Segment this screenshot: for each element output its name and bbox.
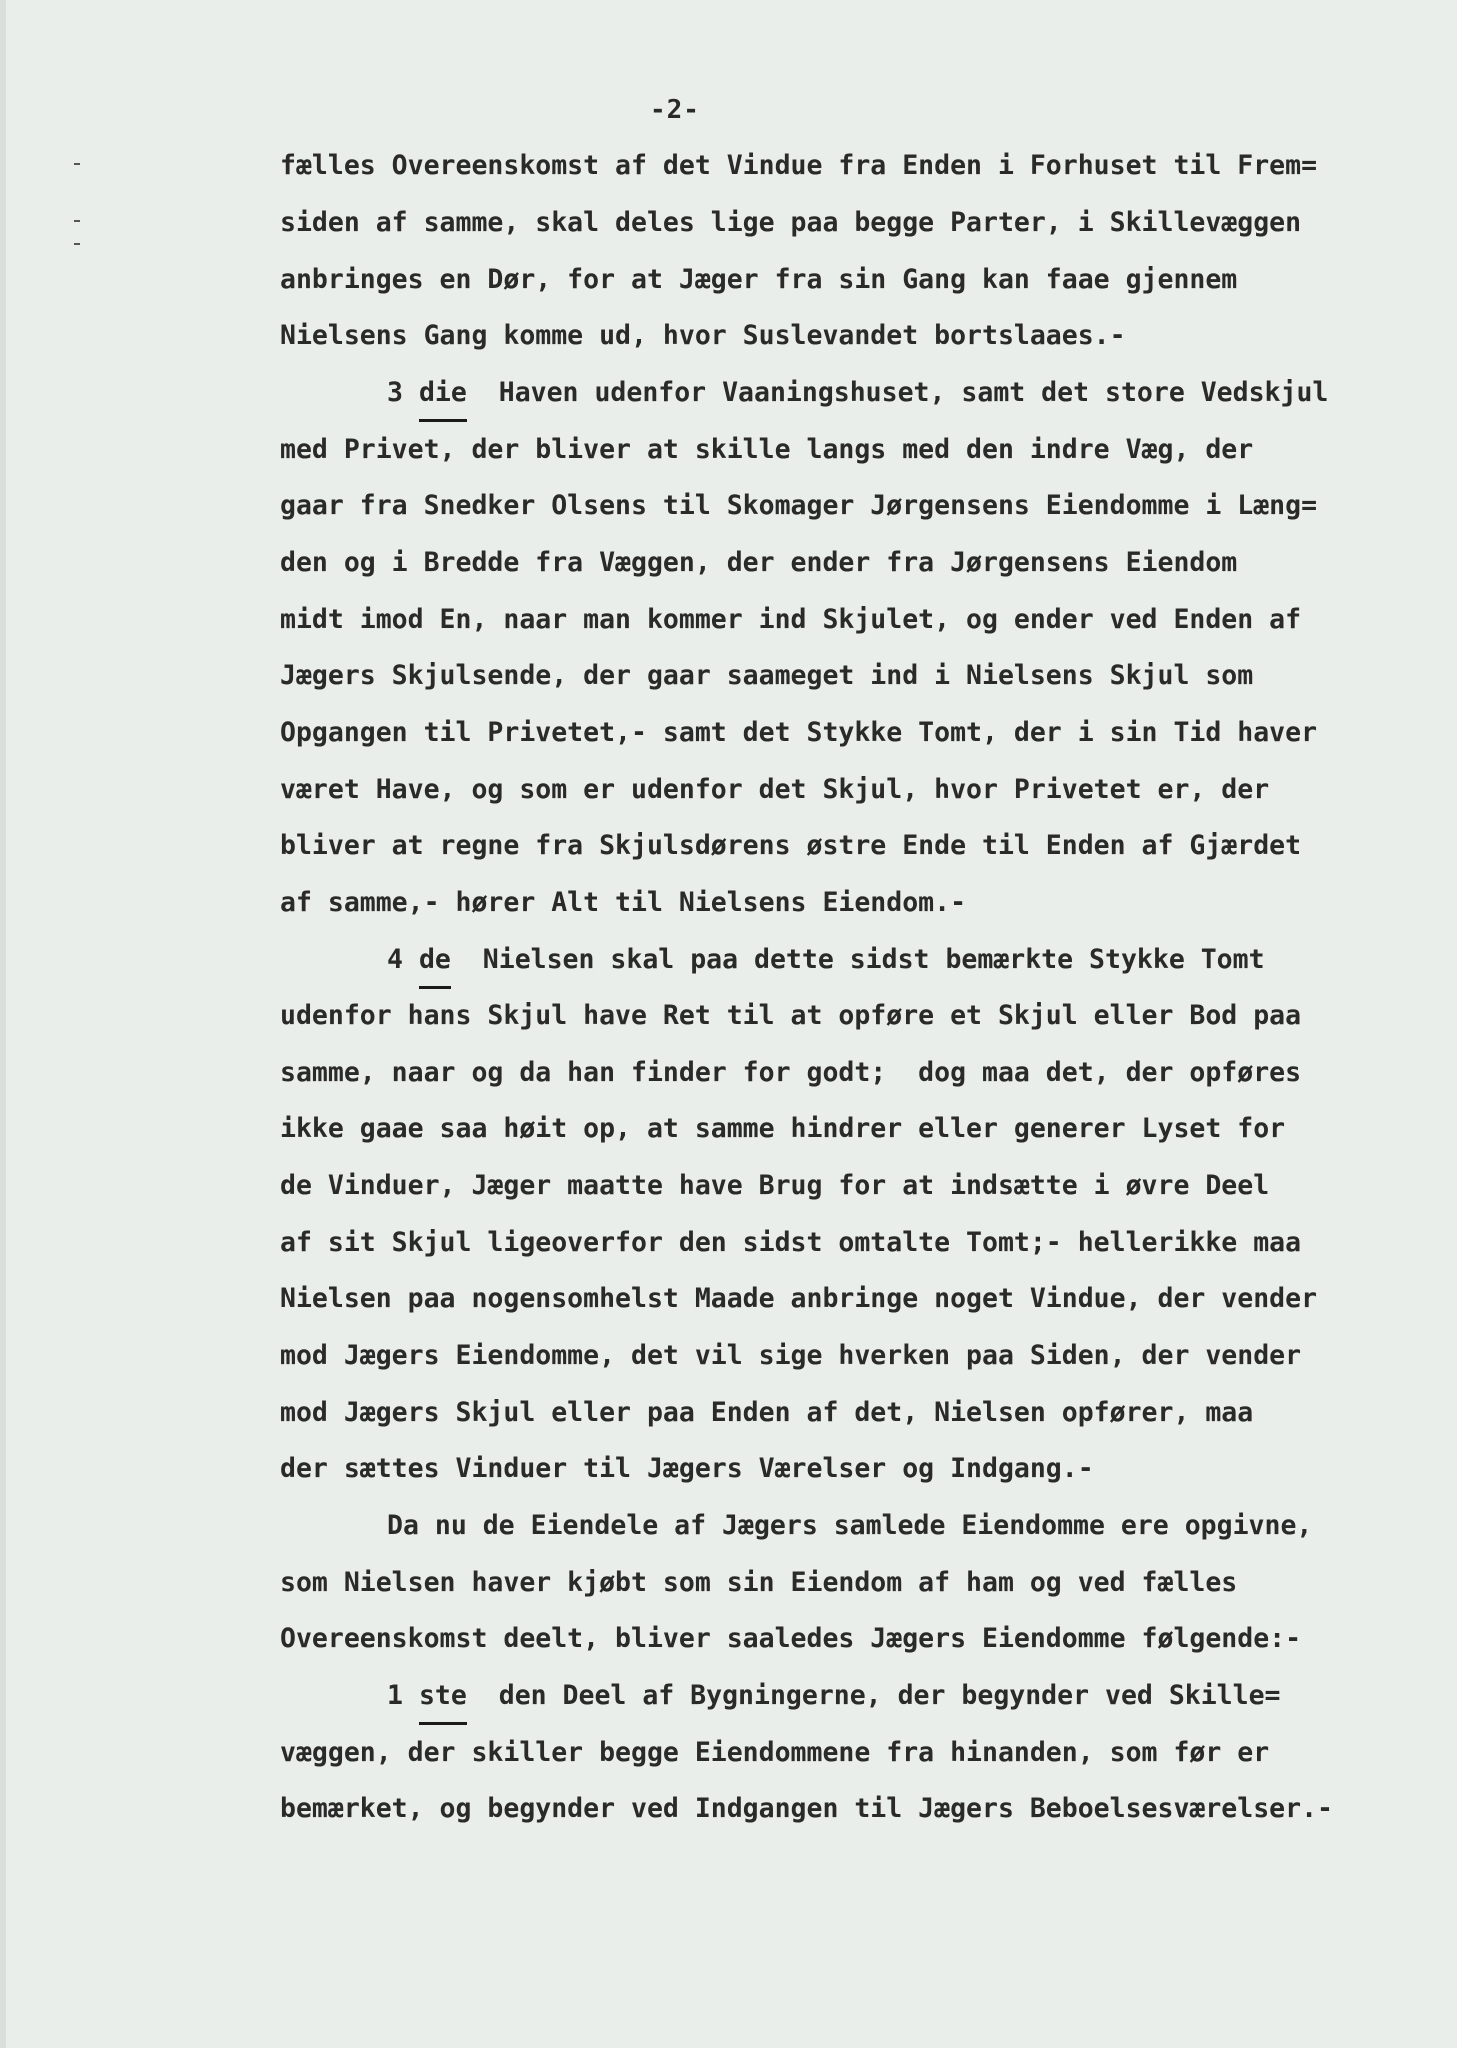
section-3-line (387, 377, 1328, 408)
text-line: den Deel af Bygningerne, der begynder ved Skille= (498, 1680, 1281, 1711)
text-line: af samme,- hører Alt til Nielsens Eiendom.- (280, 887, 967, 918)
text-line: Da nu de Eiendele af Jægers samlede Eiendomme ere opgivne, (387, 1510, 1313, 1541)
section-number: 1 (387, 1680, 403, 1711)
section-suffix-underlined: ste (418, 1680, 467, 1711)
page-edge (0, 0, 6, 2048)
text-line: Nielsen skal paa dette sidst bemærkte Stykke Tomt (482, 944, 1265, 975)
text-line: bemærket, og begynder ved Indgangen til Jægers Beboelsesværelser.- (280, 1793, 1333, 1824)
section-4-line (387, 944, 1265, 975)
page-number: -2- (650, 95, 700, 125)
text-line: Nielsens Gang komme ud, hvor Suslevandet bortslaaes.- (280, 320, 1126, 351)
text-line: samme, naar og da han finder for godt; dog maa det, der opføres (280, 1057, 1302, 1088)
text-line: fælles Overeenskomst af det Vindue fra Enden i Forhuset til Frem= (280, 150, 1318, 181)
text-line: Nielsen paa nogensomhelst Maade anbringe noget Vindue, der vender (280, 1283, 1318, 1314)
text-line: gaar fra Snedker Olsens til Skomager Jørgensens Eiendomme i Læng= (280, 490, 1318, 521)
text-line: med Privet, der bliver at skille langs med den indre Væg, der (280, 434, 1254, 465)
text-line: mod Jægers Eiendomme, det vil sige hverken paa Siden, der vender (280, 1340, 1302, 1371)
text-line: udenfor hans Skjul have Ret til at opføre et Skjul eller Bod paa (280, 1000, 1302, 1031)
text-line: Overeenskomst deelt, bliver saaledes Jægers Eiendomme følgende:- (280, 1623, 1302, 1654)
text-line: mod Jægers Skjul eller paa Enden af det, Nielsen opfører, maa (280, 1397, 1254, 1428)
text-line: af sit Skjul ligeoverfor den sidst omtalte Tomt;- hellerikke maa (280, 1227, 1302, 1258)
text-line: som Nielsen haver kjøbt som sin Eiendom af ham og ved fælles (280, 1567, 1238, 1598)
section-suffix-underlined: de (418, 944, 451, 975)
text-line: Jægers Skjulsende, der gaar saameget ind i Nielsens Skjul som (280, 660, 1254, 691)
text-line: været Have, og som er udenfor det Skjul, hvor Privetet er, der (280, 774, 1270, 805)
text-line: bliver at regne fra Skjulsdørens østre Ende til Enden af Gjærdet (280, 830, 1302, 861)
text-line: Opgangen til Privetet,- samt det Stykke Tomt, der i sin Tid haver (280, 717, 1318, 748)
section-number: 3 (387, 377, 403, 408)
text-line: væggen, der skiller begge Eiendommene fra hinanden, som før er (280, 1737, 1270, 1768)
text-line: de Vinduer, Jæger maatte have Brug for at indsætte i øvre Deel (280, 1170, 1270, 1201)
text-line: anbringes en Dør, for at Jæger fra sin Gang kan faae gjennem (280, 264, 1238, 295)
text-line: den og i Bredde fra Væggen, der ender fra Jørgensens Eiendom (280, 547, 1238, 578)
section-number: 4 (387, 944, 403, 975)
text-line: siden af samme, skal deles lige paa begge Parter, i Skillevæggen (280, 207, 1302, 238)
section-1-line (387, 1680, 1281, 1711)
margin-mark (74, 243, 80, 245)
margin-mark (74, 220, 80, 222)
text-line: der sættes Vinduer til Jægers Værelser og Indgang.- (280, 1453, 1094, 1484)
section-suffix-underlined: die (418, 377, 467, 408)
text-line: ikke gaae saa høit op, at samme hindrer eller generer Lyset for (280, 1113, 1286, 1144)
text-line: midt imod En, naar man kommer ind Skjulet, og ender ved Enden af (280, 604, 1302, 635)
margin-mark (74, 163, 80, 165)
text-line: Haven udenfor Vaaningshuset, samt det store Vedskjul (498, 377, 1329, 408)
